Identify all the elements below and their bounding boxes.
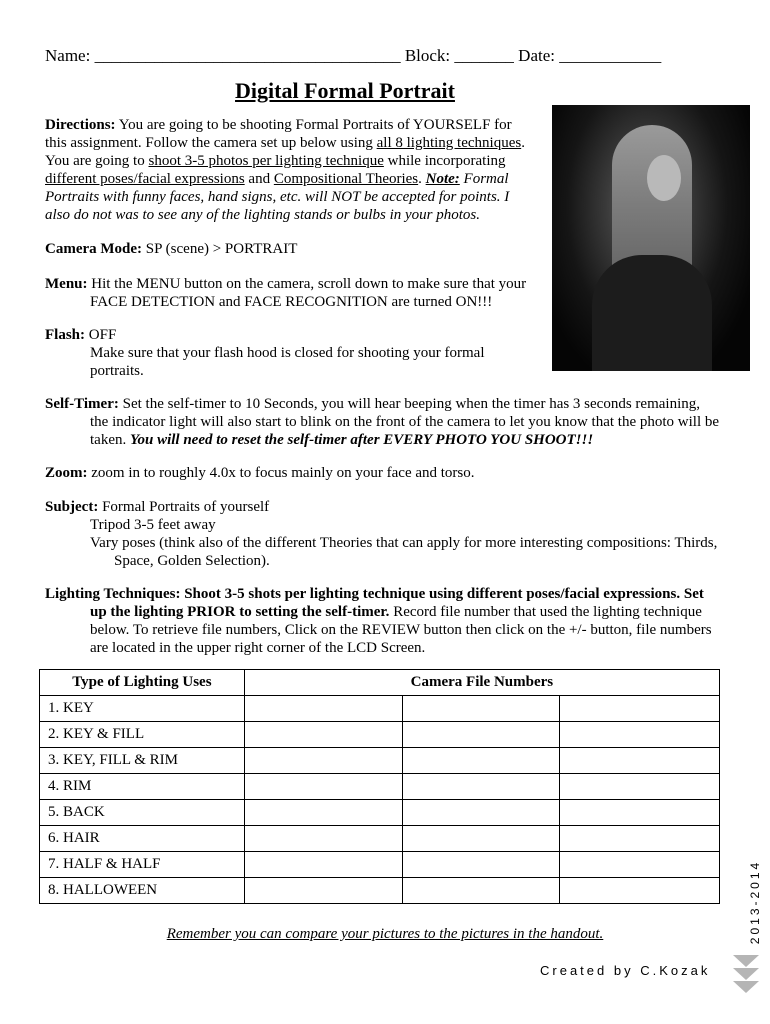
file-number-cell[interactable] (244, 826, 402, 852)
directions-text-2a: this assignment. Follow the camera set up below using (45, 135, 377, 151)
footer-credit: Created by C.Kozak (540, 963, 711, 978)
directions-label: Directions: (45, 117, 116, 133)
file-number-cell[interactable] (402, 748, 560, 774)
file-number-cell[interactable] (560, 696, 720, 722)
table-row (40, 722, 720, 748)
lighting-label: Lighting Techniques: Shoot 3-5 shots per lighting technique using different poses/facial expressions. Set (45, 586, 704, 602)
directions-line-1 (45, 116, 512, 134)
subject-line-1 (45, 498, 269, 516)
school-year: 2013-2014 (748, 859, 762, 945)
lighting-type-cell: 8. HALLOWEEN (40, 878, 245, 904)
lighting-type-cell: 7. HALF & HALF (40, 852, 245, 878)
subject-text: Formal Portraits of yourself (102, 499, 270, 515)
directions-text-1: You are going to be shooting Formal Portraits of YOURSELF for (118, 117, 512, 133)
file-number-cell[interactable] (402, 722, 560, 748)
flash-text: OFF (88, 327, 117, 343)
subject-line-3: Vary poses (think also of the different Theories that can apply for more interesting compositions: Thirds, (90, 535, 718, 551)
flash-label: Flash: (45, 327, 86, 343)
file-number-cell[interactable] (402, 826, 560, 852)
block-field[interactable]: _______ (454, 46, 514, 65)
file-number-cell[interactable] (402, 774, 560, 800)
directions-text-5: Portraits with funny faces, hand signs, etc. will NOT be accepted for points. I (45, 189, 510, 205)
subject-line-2: Tripod 3-5 feet away (90, 517, 216, 533)
file-number-cell[interactable] (560, 774, 720, 800)
menu-text-1: Hit the MENU button on the camera, scroll down to make sure that your (91, 276, 527, 292)
self-timer-text-1: Set the self-timer to 10 Seconds, you will hear beeping when the timer has 3 seconds remaining, (122, 396, 700, 412)
camera-mode-label: Camera Mode: (45, 241, 143, 257)
note-label: Note: (425, 171, 460, 187)
directions-text-4m: and (244, 171, 274, 187)
chevron-decoration-icon (733, 955, 761, 994)
reminder-text: Remember you can compare your pictures to the pictures in the handout. (166, 926, 604, 942)
file-number-cell[interactable] (244, 722, 402, 748)
lighting-line-3: below. To retrieve file numbers, Click on the REVIEW button then click on the +/- button, file numbers (90, 622, 712, 638)
table-row (40, 748, 720, 774)
directions-text-4c: Formal (459, 171, 509, 187)
header-line (45, 46, 661, 66)
subject-label: Subject: (45, 499, 99, 515)
lighting-line-2 (90, 603, 702, 621)
lighting-type-cell: 3. KEY, FILL & RIM (40, 748, 245, 774)
lighting-type-cell: 1. KEY (40, 696, 245, 722)
self-timer-text-3a: taken. (90, 432, 130, 448)
directions-text-2b: . (521, 135, 525, 151)
table-row (40, 878, 720, 904)
file-number-cell[interactable] (560, 800, 720, 826)
lighting-table (39, 669, 720, 904)
self-timer-line-2: the indicator light will also start to blink on the front of the camera to let you know that the photo will be (90, 414, 720, 430)
lighting-text-2b: Record file number that used the lighting technique (389, 604, 702, 620)
flash-line-1 (45, 326, 116, 344)
self-timer-warning: You will need to reset the self-timer after EVERY PHOTO YOU SHOOT!!! (129, 432, 594, 448)
file-number-cell[interactable] (402, 878, 560, 904)
directions-line-4 (45, 170, 509, 188)
file-number-cell[interactable] (402, 696, 560, 722)
directions-text-4b: . (418, 171, 426, 187)
file-number-cell[interactable] (560, 722, 720, 748)
file-number-cell[interactable] (244, 696, 402, 722)
table-header-lighting: Type of Lighting Uses (40, 670, 245, 696)
portrait-photo (552, 105, 750, 371)
file-number-cell[interactable] (244, 748, 402, 774)
directions-text-3a: You are going to (45, 153, 149, 169)
flash-line-2: Make sure that your flash hood is closed for shooting your formal (90, 345, 485, 361)
lighting-type-cell: 5. BACK (40, 800, 245, 826)
directions-line-5 (45, 188, 509, 206)
lighting-type-cell: 4. RIM (40, 774, 245, 800)
file-number-cell[interactable] (402, 800, 560, 826)
file-number-cell[interactable] (244, 852, 402, 878)
date-label: Date: (518, 46, 555, 65)
directions-text-6: also do not was to see any of the lighting stands or bulbs in your photos. (45, 207, 481, 223)
table-row (40, 800, 720, 826)
photo-face (647, 155, 681, 201)
zoom-label: Zoom: (45, 465, 88, 481)
photo-body (592, 255, 712, 371)
zoom-line (45, 464, 475, 482)
file-number-cell[interactable] (402, 852, 560, 878)
table-row (40, 696, 720, 722)
self-timer-line-3 (90, 431, 593, 449)
table-row (40, 774, 720, 800)
lighting-type-cell: 6. HAIR (40, 826, 245, 852)
table-row (40, 826, 720, 852)
directions-underline-photos: shoot 3-5 photos per lighting technique (148, 153, 384, 169)
file-number-cell[interactable] (560, 852, 720, 878)
block-label: Block: (404, 46, 451, 65)
subject-line-4: Space, Golden Selection). (114, 553, 270, 569)
menu-label: Menu: (45, 276, 88, 292)
lighting-line-4: are located in the upper right corner of the LCD Screen. (90, 640, 426, 656)
file-number-cell[interactable] (244, 774, 402, 800)
page-title: Digital Formal Portrait (235, 78, 455, 103)
table-row (40, 852, 720, 878)
flash-line-3: portraits. (90, 363, 144, 379)
file-number-cell[interactable] (244, 878, 402, 904)
table-header-file-numbers: Camera File Numbers (244, 670, 719, 696)
lighting-line-1 (45, 585, 704, 603)
directions-underline-theories: Compositional Theories (273, 171, 419, 187)
directions-line-3 (45, 152, 506, 170)
self-timer-label: Self-Timer: (45, 396, 119, 412)
directions-line-2 (45, 134, 525, 152)
menu-line-2: FACE DETECTION and FACE RECOGNITION are turned ON!!! (90, 294, 493, 310)
file-number-cell[interactable] (560, 826, 720, 852)
zoom-text: zoom in to roughly 4.0x to focus mainly on your face and torso. (91, 465, 475, 481)
name-field[interactable]: ____________________________________ (94, 46, 401, 65)
directions-underline-poses: different poses/facial expressions (45, 171, 245, 187)
file-number-cell[interactable] (244, 800, 402, 826)
file-number-cell[interactable] (560, 878, 720, 904)
self-timer-line-1 (45, 395, 700, 413)
directions-text-3b: while incorporating (383, 153, 506, 169)
lighting-text-2a: up the lighting PRIOR to setting the self-timer. (90, 604, 390, 620)
camera-mode-line (45, 240, 297, 258)
directions-line-6 (45, 206, 480, 224)
file-number-cell[interactable] (560, 748, 720, 774)
menu-line-1 (45, 275, 526, 293)
directions-underline-techniques: all 8 lighting techniques (376, 135, 522, 151)
date-field[interactable]: ____________ (559, 46, 662, 65)
camera-mode-text: SP (scene) > PORTRAIT (145, 241, 298, 257)
name-label: Name: (45, 46, 91, 65)
table-header-row (40, 670, 720, 696)
lighting-type-cell: 2. KEY & FILL (40, 722, 245, 748)
